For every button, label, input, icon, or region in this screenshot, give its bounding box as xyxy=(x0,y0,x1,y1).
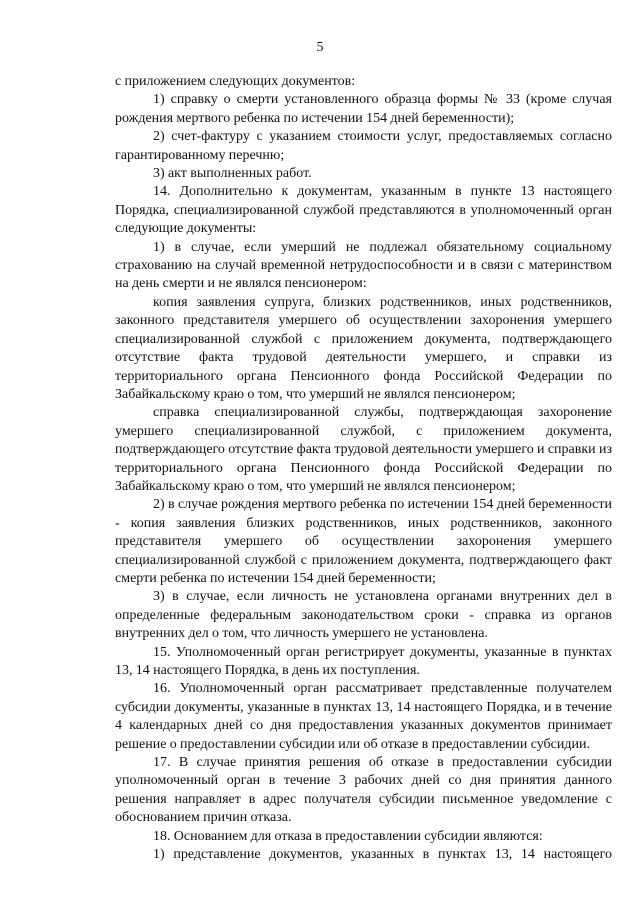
paragraph: 17. В случае принятия решения об отказе в предоставлении субсидии уполномоченный орган в течение 3 рабочих дней со дня принятия данного решения направляет в адрес получателя субсидии письменное уведомление с обоснованием причин отказа. xyxy=(115,755,612,826)
paragraph: 16. Уполномоченный орган рассматривает представленные получателем субсидии документы, указанные в пунктах 13, 14 настоящего Порядка, и в течение 4 календарных дней со дня предоставления указанных документов принимает решение о предоставлении субсидии или об отказе в предоставлении субсидии. xyxy=(115,681,612,752)
page-number: 5 xyxy=(316,40,324,55)
paragraph: 3) акт выполненных работ. xyxy=(153,166,312,182)
paragraph: 1) справку о смерти установленного образца формы № 33 (кроме случая рождения мертвого ребенка по истечении 154 дней беременности); xyxy=(115,92,612,126)
paragraph: 3) в случае, если личность не установлена органами внутренних дел в определенные федеральным законодательством сроки - справка из органов внутренних дел о том, что личность умершего не установлена. xyxy=(115,589,612,642)
paragraph: 2) счет-фактуру с указанием стоимости услуг, предоставляемых согласно гарантированному перечню; xyxy=(115,129,612,163)
document-body xyxy=(115,73,612,864)
paragraph: копия заявления супруга, близких родственников, иных родственников, законного представителя умершего об осуществлении захоронения умершего специализированной службой с приложением документа, подтверждающего отсутствие факта трудовой деятельности умершего, и справки из территориального органа Пенсионного фонда Российской Федерации по Забайкальскому краю о том, что умерший не являлся пенсионером; xyxy=(115,294,612,402)
paragraph: 1) представление документов, указанных в пунктах 13, 14 настоящего xyxy=(153,847,612,863)
paragraph: 15. Уполномоченный орган регистрирует документы, указанные в пунктах 13, 14 настоящего Порядка, в день их поступления. xyxy=(115,644,612,678)
paragraph: с приложением следующих документов: xyxy=(115,74,356,89)
paragraph: 2) в случае рождения мертвого ребенка по истечении 154 дней беременности - копия заявления близких родственников, иных родственников, законного представителя умершего об осуществлении захоронения умершего специализированной службой с приложением документа, подтверждающего факт смерти ребенка по истечении 154 дней беременности; xyxy=(115,497,612,586)
paragraph: 18. Основанием для отказа в предоставлении субсидии являются: xyxy=(153,828,543,844)
paragraph: 14. Дополнительно к документам, указанным в пункте 13 настоящего Порядка, специализированной службой представляются в уполномоченный орган следующие документы: xyxy=(115,184,612,237)
paragraph: справка специализированной службы, подтверждающая захоронение умершего специализированной службой, с приложением документа, подтверждающего отсутствие факта трудовой деятельности умершего и справки из территориального органа Пенсионного фонда Российской Федерации по Забайкальскому краю о том, что умерший не являлся пенсионером; xyxy=(115,405,612,494)
paragraph: 1) в случае, если умерший не подлежал обязательному социальному страхованию на случай временной нетрудоспособности и в связи с материнством на день смерти и не являлся пенсионером: xyxy=(115,239,612,292)
